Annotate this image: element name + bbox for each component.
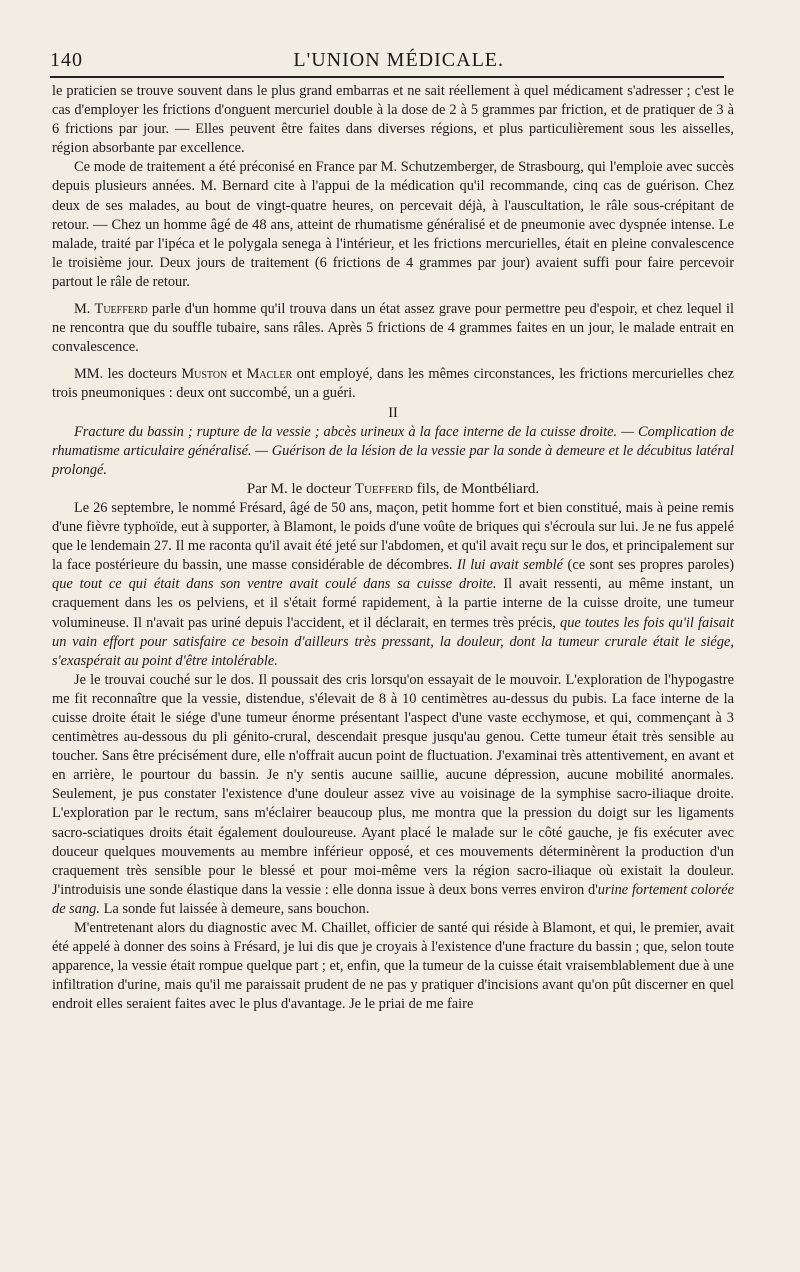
- text-run: M.: [74, 301, 95, 318]
- paragraph-3: [52, 300, 734, 357]
- quote-italic: Il lui avait semblé: [456, 557, 564, 574]
- text-run: parle d'un homme qu'il trouva dans un état assez grave pour permettre peu d'espoir, et chez lequel il ne rencontra que du souffle tubaire, sans râles. Après 5 frictions de 4 grammes faites en un jour, le malade entrait en convalescence.: [52, 301, 734, 356]
- paragraph-4: [52, 365, 734, 403]
- paragraph-7: M'entretenant alors du diagnostic avec M. Chaillet, officier de santé qui réside à Blamont, et qui, le premier, avait été appelé à donner des soins à Frésard, je lui dis que je croyais à l'existence d'une fracture du bassin ; que, selon toute apparence, la vessie était rompue quelque part ; et, enfin, que la tumeur de la cuisse était vraisemblablement due à une infiltration d'urine, mais qu'il me paraissait prudent de ne pas y pratiquer d'incisions avant qu'on pût discerner en quel endroit elles seraient faites avec le plus d'avantage. Je le priai de me faire: [52, 920, 734, 1013]
- text-run: MM. les docteurs: [74, 366, 182, 383]
- quote-italic: que tout ce qui était dans son ventre avait coulé dans sa cuisse droite.: [52, 576, 497, 593]
- author-name: Macler: [246, 366, 293, 383]
- text-run: fils, de Montbéliard.: [412, 480, 540, 497]
- section-subtitle: Fracture du bassin ; rupture de la vessie ; abcès urineux à la face interne de la cuisse droite. — Complication de rhumatisme articulaire généralisé. — Guérison de la lésion de la vessie par la sonde à demeure et le décubitus latéral prolongé.: [52, 423, 734, 478]
- text-run: et: [227, 366, 247, 383]
- quote-italic: que toutes les fois qu'il faisait un vain effort pour satisfaire ce besoin d'ailleurs très pressant, la douleur, dont la tumeur crurale était le siége, s'exaspérait au point d'être intolérable.: [52, 614, 734, 669]
- quote-italic: urine fortement colorée de sang.: [52, 881, 735, 917]
- text-run: Je le trouvai couché sur le dos. Il poussait des cris lorsqu'on essayait de le mouvoir. L'exploration de l'hypogastre me fit reconnaître que la vessie, distendue, s'élevait de 8 à 10 centimètres au-dessus du pubis. La face interne de la cuisse droite était le siége d'une tumeur énorme présentant l'aspect d'une vaste ecchymose, et qui, commençant à 3 centimètres au-dessous du pli génito-crural, descendait presque jusqu'au genou. Cette tumeur était très sensible au toucher. Sans être précisément dure, elle n'offrait aucun point de fluctuation. J'examinai très attentivement, en avant et en arrière, le pourtour du bassin. Je n'y sentis aucune saillie, aucune dépression, aucune mobilité anormales. Seulement, je pus constater l'existence d'une douleur assez vive au voisinage de la symphise sacro-iliaque droite. L'exploration par le rectum, sans m'éclairer beaucoup plus, me montra que la pression du doigt sur les ligaments sacro-sciatiques droits était également douloureuse. Ayant placé le malade sur le côté gauche, je fis exécuter avec douceur quelques mouvements au membre inférieur opposé, et ces mouvements déterminèrent la production d'un craquement très sensible pour le blessé et pour moi-même vers la région sacro-iliaque où existait la douleur. J'introduisis une sonde élastique dans la vessie : elle donna issue à deux bons verres environ d': [52, 671, 734, 898]
- text-run: Par M. le docteur: [246, 480, 355, 497]
- byline: [52, 480, 734, 499]
- text-run: Le 26 septembre, le nommé Frésard, âgé de 50 ans, maçon, petit homme fort et bien constitué, mais à peine remis d'une fièvre typhoïde, eut à supporter, à Blamont, le poids d'une voûte de briques qui s'écroula sur lui. Je ne fus appelé que le lendemain 27. Il me raconta qu'il avait été jeté sur l'abdomen, et qu'il avait reçu sur le dos, et principalement sur la face postérieure du bassin, une masse considérable de décombres.: [52, 499, 734, 574]
- article-body: [52, 82, 734, 1015]
- text-run: Il avait ressenti, au même instant, un craquement dans les os pelviens, et il s'était formé rapidement, à la partie interne de la cuisse droite, une tumeur volumineuse. Il n'avait pas uriné depuis l'accident, et il déclarait, en termes très précis,: [52, 576, 734, 631]
- paragraph-1: le praticien se trouve souvent dans le plus grand embarras et ne sait réellement à quel médicament s'adresser ; c'est le cas d'employer les frictions d'onguent mercuriel double à la dose de 2 à 5 grammes par friction, et de pratiquer de 3 à 6 frictions par jour. — Elles peuvent être faites dans diverses régions, et plus particulièrement sous les aisselles, région absorbante par excellence.: [52, 83, 734, 157]
- author-name: Tuefferd: [354, 480, 413, 497]
- author-name: Tuefferd: [94, 301, 148, 318]
- text-run: ont employé, dans les mêmes circonstances, les frictions mercurielles chez trois pneumoniques : deux ont succombé, un a guéri.: [52, 366, 734, 402]
- section-numeral: II: [388, 404, 398, 421]
- paragraph-2: Ce mode de traitement a été préconisé en France par M. Schutzemberger, de Strasbourg, qui l'emploie avec succès depuis plusieurs années. M. Bernard cite à l'appui de la médication qu'il recommande, cinq cas de guérison. Chez deux de ses malades, au bout de vingt-quatre heures, on percevait déjà, à l'auscultation, le râle sous-crépitant de retour. — Chez un homme âgé de 48 ans, atteint de rhumatisme généralisé et de pneumonie avec dyspnée intense. Le malade, traité par l'ipéca et le polygala senega à l'intérieur, et les frictions mercurielles, était en pleine convalescence le troisième jour. Deux jours de traitement (6 frictions de 4 grammes par jour) avaient suffi pour faire percevoir partout le râle de retour.: [52, 159, 734, 290]
- paragraph-5: [52, 499, 734, 671]
- running-header: [50, 42, 724, 78]
- page-number: 140: [50, 49, 83, 71]
- text-run: La sonde fut laissée à demeure, sans bouchon.: [99, 900, 370, 917]
- text-run: (ce sont ses propres paroles): [563, 557, 735, 574]
- author-name: Muston: [181, 366, 228, 383]
- journal-title: L'UNION MÉDICALE.: [293, 49, 504, 71]
- paragraph-6: [52, 671, 734, 919]
